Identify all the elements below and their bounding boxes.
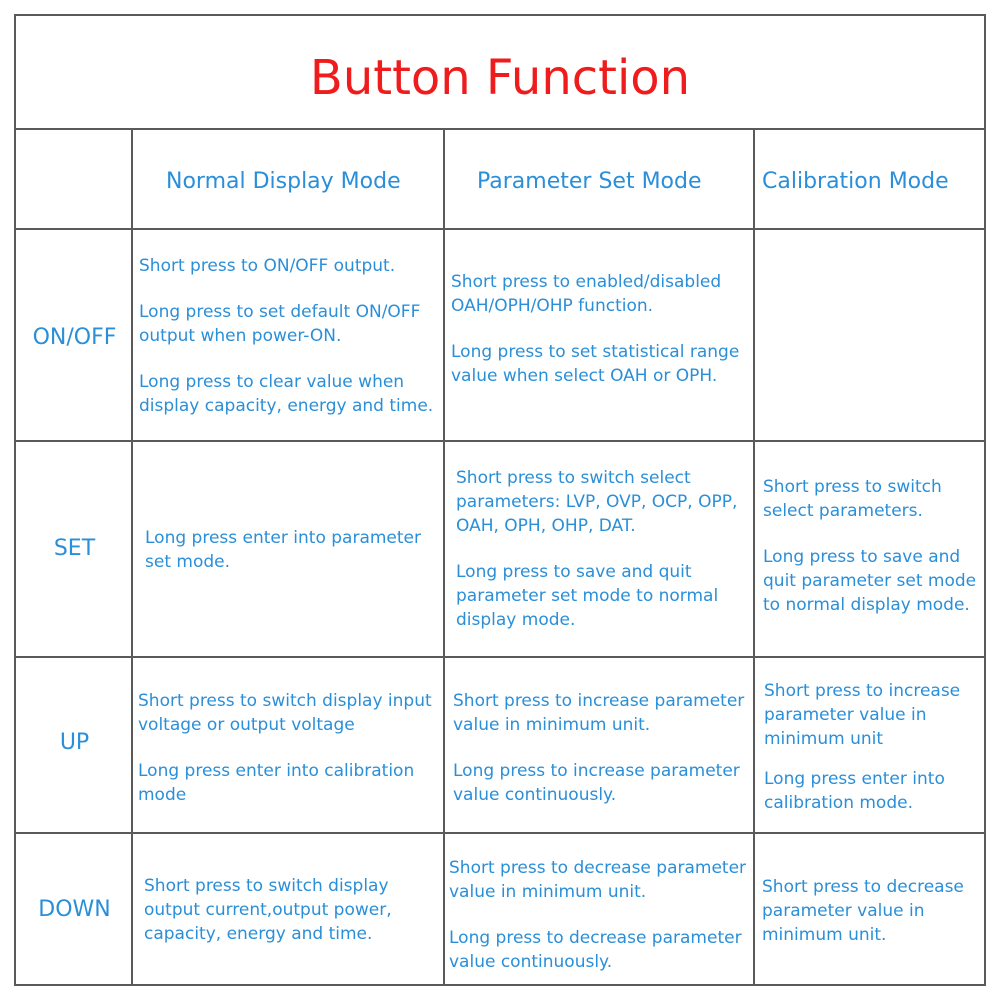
cell-down-calib bbox=[762, 875, 974, 947]
header-parameter-set-mode: Parameter Set Mode bbox=[477, 169, 702, 194]
cell-text: Short press to decrease parameter value in minimum unit. bbox=[762, 877, 964, 945]
grid-line-horizontal bbox=[16, 440, 984, 442]
cell-text: Short press to switch display output current,output power, capacity, energy and time. bbox=[144, 876, 392, 944]
grid-line-vertical bbox=[753, 130, 755, 984]
header-normal-display-mode: Normal Display Mode bbox=[166, 169, 401, 194]
cell-text: Short press to increase parameter value in minimum unit bbox=[764, 681, 961, 749]
row-label-on-off: ON/OFF bbox=[32, 325, 117, 350]
cell-text: Long press to save and quit parameter set mode to normal display mode. bbox=[763, 547, 977, 615]
cell-set-param bbox=[456, 466, 748, 632]
cell-text: Long press enter into calibration mode bbox=[138, 761, 415, 805]
row-label-down: DOWN bbox=[38, 897, 111, 922]
title-row bbox=[16, 16, 984, 130]
cell-text: Short press to switch select parameters: LVP, OVP, OCP, OPP, OAH, OPH, OHP, DAT. bbox=[456, 468, 738, 536]
cell-text: Long press to set statistical range value when select OAH or OPH. bbox=[451, 342, 740, 386]
cell-text: Short press to enabled/disabled OAH/OPH/OHP function. bbox=[451, 272, 722, 316]
cell-text: Long press to increase parameter value continuously. bbox=[453, 761, 740, 805]
cell-text: Short press to switch display input voltage or output voltage bbox=[138, 691, 432, 735]
grid-line-horizontal bbox=[16, 228, 984, 230]
button-function-table bbox=[14, 14, 986, 986]
grid-line-horizontal bbox=[16, 832, 984, 834]
cell-set-normal bbox=[145, 526, 435, 574]
header-calibration-mode: Calibration Mode bbox=[762, 169, 949, 194]
cell-text: Short press to switch select parameters. bbox=[763, 477, 942, 521]
table-title: Button Function bbox=[309, 50, 691, 106]
cell-text: Long press to save and quit parameter set mode to normal display mode. bbox=[456, 562, 719, 630]
cell-text: Short press to ON/OFF output. bbox=[139, 256, 396, 276]
cell-text: Long press to set default ON/OFF output when power-ON. bbox=[139, 302, 421, 346]
cell-down-param bbox=[449, 856, 747, 974]
row-label-set: SET bbox=[53, 536, 96, 561]
cell-text: Long press enter into calibration mode. bbox=[764, 769, 945, 813]
cell-on-off-param bbox=[451, 270, 747, 388]
cell-text: Long press enter into parameter set mode. bbox=[145, 528, 421, 572]
cell-down-normal bbox=[144, 874, 414, 946]
cell-on-off-normal bbox=[139, 254, 437, 418]
cell-text: Long press to clear value when display capacity, energy and time. bbox=[139, 372, 434, 416]
cell-text: Short press to decrease parameter value in minimum unit. bbox=[449, 858, 747, 902]
row-label-up: UP bbox=[59, 730, 90, 755]
grid-line-horizontal bbox=[16, 656, 984, 658]
cell-text: Long press to decrease parameter value continuously. bbox=[449, 928, 742, 972]
grid-line-vertical bbox=[443, 130, 445, 984]
cell-text: Short press to increase parameter value in minimum unit. bbox=[453, 691, 745, 735]
cell-up-param bbox=[453, 689, 747, 807]
cell-set-calib bbox=[763, 475, 981, 617]
cell-up-normal bbox=[138, 689, 438, 807]
cell-up-calib bbox=[764, 679, 974, 815]
